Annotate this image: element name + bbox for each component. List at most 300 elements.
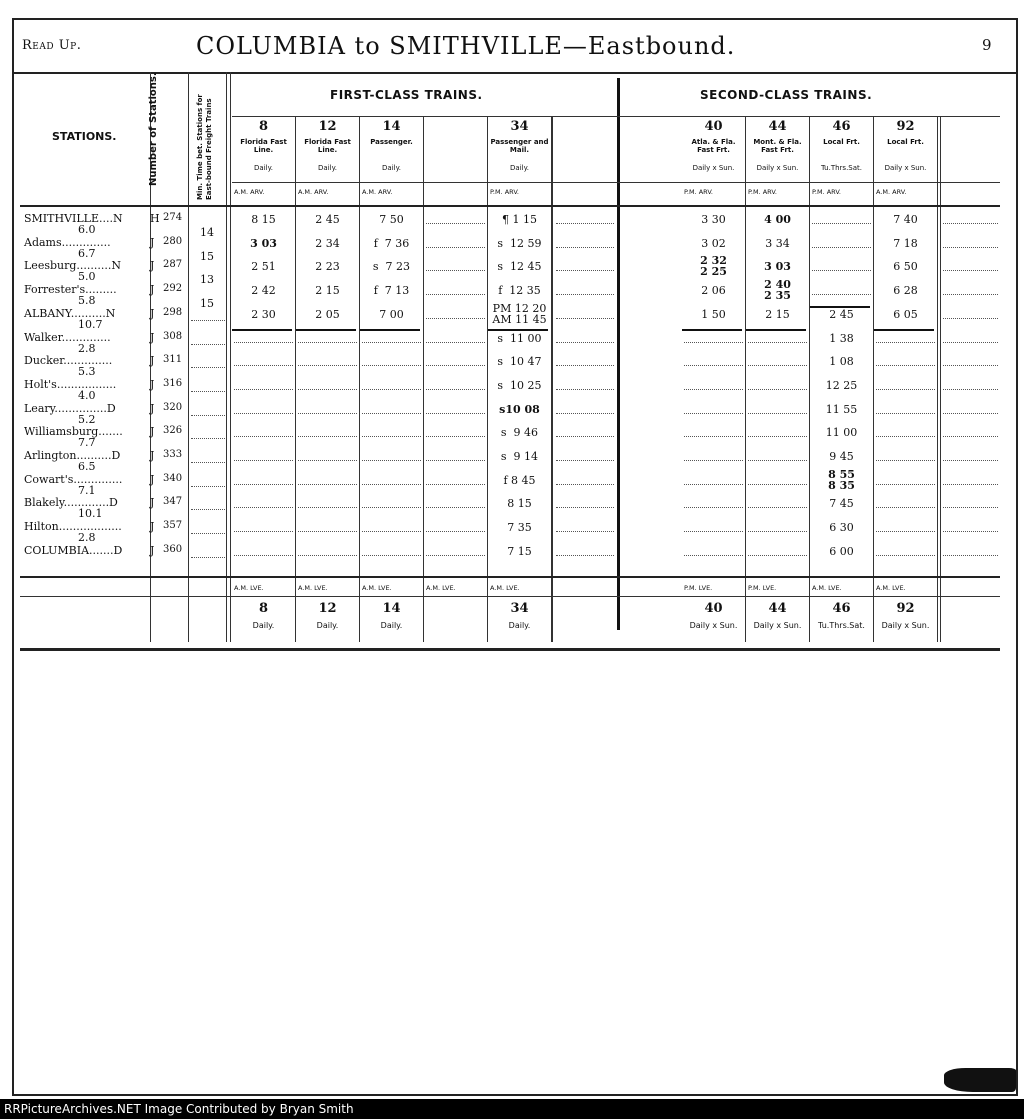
train-footer-number: 8 bbox=[258, 601, 269, 616]
station-number: 347 bbox=[163, 496, 183, 508]
time-leader bbox=[684, 484, 743, 485]
station-code: H bbox=[150, 212, 160, 225]
time-cell: 2 32 2 25 bbox=[700, 254, 727, 279]
train-name: Atla. & Fla. Fast Frt. bbox=[691, 138, 736, 154]
train-bottom-label: A.M. LVE. bbox=[298, 584, 328, 592]
time-cell: 3 30 bbox=[701, 213, 726, 226]
time-cell: 12 25 bbox=[825, 378, 858, 392]
train-days: Daily. bbox=[382, 164, 401, 172]
distance-to-next: 6.0 bbox=[78, 223, 96, 236]
spare-leader bbox=[943, 460, 998, 461]
time-cell: s 10 47 bbox=[497, 355, 542, 369]
spare-leader bbox=[943, 247, 998, 248]
spare-leader bbox=[556, 389, 614, 390]
time-leader bbox=[426, 294, 485, 295]
station-number: 298 bbox=[163, 306, 183, 318]
train-bottom-label: P.M. LVE. bbox=[684, 584, 713, 592]
first-class-rule bbox=[552, 116, 553, 642]
train-footer-number: 46 bbox=[832, 601, 851, 616]
time-leader bbox=[298, 460, 357, 461]
train-footer-number: 34 bbox=[510, 601, 529, 616]
number-of-stations-header: Number of Stations. bbox=[148, 72, 159, 186]
station-number: 292 bbox=[163, 283, 183, 295]
min-time-leader bbox=[191, 415, 225, 416]
time-leader bbox=[234, 507, 293, 508]
time-cell: 2 15 bbox=[765, 307, 790, 321]
time-leader bbox=[748, 342, 807, 343]
station-number: 340 bbox=[163, 472, 183, 484]
spare-leader bbox=[556, 294, 614, 295]
spare-leader bbox=[943, 223, 998, 224]
time-cell: s 12 59 bbox=[497, 236, 542, 250]
time-leader bbox=[362, 389, 421, 390]
time-leader bbox=[876, 460, 935, 461]
min-time-leader bbox=[191, 391, 225, 392]
time-leader bbox=[684, 365, 743, 366]
station-code: J bbox=[150, 306, 155, 320]
time-leader bbox=[298, 555, 357, 556]
time-cell: 2 40 2 35 bbox=[764, 278, 791, 303]
time-leader bbox=[876, 507, 935, 508]
time-leader bbox=[684, 507, 743, 508]
train-number: 14 bbox=[382, 119, 401, 134]
time-cell: 2 34 bbox=[315, 236, 340, 250]
time-leader bbox=[876, 389, 935, 390]
time-cell: 3 34 bbox=[765, 236, 790, 250]
station-code: J bbox=[150, 449, 155, 462]
time-cell: 7 35 bbox=[507, 521, 532, 535]
train-days: Daily. bbox=[510, 164, 529, 172]
train-number: 12 bbox=[318, 119, 337, 134]
min-time: 13 bbox=[200, 273, 214, 287]
time-leader bbox=[748, 365, 807, 366]
header-rule bbox=[232, 116, 1000, 117]
ink-blot bbox=[944, 1068, 1016, 1092]
train-name: Mont. & Fla. Fast Frt. bbox=[753, 138, 802, 154]
time-cell: 2 51 bbox=[251, 260, 276, 274]
time-cell: 8 55 8 35 bbox=[828, 467, 855, 492]
time-leader bbox=[362, 342, 421, 343]
time-leader bbox=[426, 555, 485, 556]
time-cell: 2 06 bbox=[701, 284, 726, 298]
station-code: J bbox=[150, 543, 155, 557]
station-name: SMITHVILLE....N bbox=[24, 212, 123, 225]
train-footer-days: Daily. bbox=[316, 621, 339, 630]
time-leader bbox=[426, 247, 485, 248]
distance-to-next: 2.8 bbox=[78, 341, 96, 355]
spare-leader bbox=[556, 555, 614, 556]
station-number: 311 bbox=[163, 354, 183, 366]
station-name: Ducker.............. bbox=[24, 354, 113, 368]
station-name: Hilton.................. bbox=[24, 520, 122, 534]
station-name: Arlington..........D bbox=[24, 449, 121, 462]
distance-to-next: 2.8 bbox=[78, 531, 96, 545]
train-bottom-label: A.M. LVE. bbox=[490, 584, 520, 592]
station-name: Blakely.............D bbox=[24, 496, 118, 510]
time-cell: 1 50 bbox=[701, 307, 726, 321]
distance-to-next: 7.1 bbox=[78, 483, 96, 497]
time-cell: 7 15 bbox=[507, 544, 532, 558]
station-name: Leesburg..........N bbox=[24, 259, 121, 273]
distance-to-next: 4.0 bbox=[78, 388, 96, 402]
time-leader bbox=[748, 507, 807, 508]
time-cell: f 12 35 bbox=[498, 284, 541, 298]
time-cell: 1 08 bbox=[829, 355, 854, 369]
train-footer-number: 40 bbox=[704, 601, 723, 616]
time-leader bbox=[362, 531, 421, 532]
train-number: 46 bbox=[832, 119, 851, 134]
albany-rule bbox=[682, 329, 742, 331]
time-leader bbox=[876, 531, 935, 532]
time-leader bbox=[298, 507, 357, 508]
spare-leader bbox=[556, 460, 614, 461]
spare-leader bbox=[556, 318, 614, 319]
time-leader bbox=[812, 247, 871, 248]
spare-leader bbox=[943, 555, 998, 556]
min-time-leader bbox=[191, 367, 225, 368]
column-rule bbox=[745, 116, 746, 642]
train-days: Tu.Thrs.Sat. bbox=[820, 164, 863, 172]
time-cell: 8 15 bbox=[251, 213, 276, 226]
train-top-label: A.M. ARV. bbox=[234, 188, 265, 196]
column-rule bbox=[423, 116, 424, 642]
time-leader bbox=[298, 531, 357, 532]
train-bottom-label: A.M. LVE. bbox=[426, 584, 456, 592]
train-bottom-label: P.M. LVE. bbox=[748, 584, 777, 592]
min-time: 14 bbox=[200, 226, 214, 239]
time-cell: 9 45 bbox=[829, 450, 854, 463]
spare-leader bbox=[943, 531, 998, 532]
station-name: Cowart's.............. bbox=[24, 472, 123, 486]
column-rule bbox=[873, 116, 874, 642]
min-time-leader bbox=[191, 509, 225, 510]
station-name: Leary...............D bbox=[24, 401, 116, 415]
train-number: 44 bbox=[768, 119, 787, 134]
train-footer-days: Daily x Sun. bbox=[689, 621, 738, 630]
time-cell: 7 50 bbox=[379, 213, 404, 226]
time-leader bbox=[684, 531, 743, 532]
time-leader bbox=[298, 389, 357, 390]
time-cell: f 7 36 bbox=[373, 236, 410, 250]
time-leader bbox=[876, 484, 935, 485]
time-leader bbox=[426, 342, 485, 343]
column-rule bbox=[230, 72, 231, 642]
time-leader bbox=[748, 531, 807, 532]
spare-leader bbox=[943, 484, 998, 485]
time-cell: 7 45 bbox=[829, 497, 854, 511]
time-leader bbox=[234, 413, 293, 414]
time-leader bbox=[426, 223, 485, 224]
train-footer-days: Daily. bbox=[252, 621, 275, 630]
station-number: 308 bbox=[163, 330, 183, 342]
column-rule bbox=[937, 116, 938, 642]
time-leader bbox=[234, 389, 293, 390]
time-cell: ¶ 1 15 bbox=[502, 213, 537, 226]
station-number: 326 bbox=[163, 425, 183, 437]
train-number: 40 bbox=[704, 119, 723, 134]
station-code: J bbox=[150, 235, 155, 249]
train-top-label: P.M. ARV. bbox=[748, 188, 777, 196]
train-days: Daily x Sun. bbox=[884, 164, 927, 172]
time-cell: s 12 45 bbox=[497, 260, 542, 274]
time-leader bbox=[362, 555, 421, 556]
time-cell: 2 45 bbox=[315, 213, 340, 226]
time-leader bbox=[426, 531, 485, 532]
train-footer-days: Tu.Thrs.Sat. bbox=[818, 621, 865, 630]
train-top-label: A.M. ARV. bbox=[298, 188, 329, 196]
train-days: Daily x Sun. bbox=[692, 164, 735, 172]
time-leader bbox=[812, 223, 871, 224]
table-bottom-rule bbox=[20, 648, 1000, 651]
spare-leader bbox=[556, 270, 614, 271]
time-leader bbox=[812, 294, 871, 295]
train-bottom-label: A.M. LVE. bbox=[876, 584, 906, 592]
time-cell: s 7 23 bbox=[372, 260, 411, 274]
time-leader bbox=[876, 413, 935, 414]
min-time: 15 bbox=[200, 249, 214, 263]
distance-to-next: 5.0 bbox=[78, 270, 96, 284]
image-credit: RRPictureArchives.NET Image Contributed by Bryan Smith bbox=[0, 1099, 1024, 1119]
time-leader bbox=[426, 318, 485, 319]
albany-rule bbox=[874, 329, 934, 331]
time-cell: 2 05 bbox=[315, 307, 340, 321]
spare-leader bbox=[943, 413, 998, 414]
time-leader bbox=[234, 484, 293, 485]
train-top-label: A.M. ARV. bbox=[876, 188, 907, 196]
train-name: Passenger. bbox=[370, 138, 413, 146]
station-code: J bbox=[150, 401, 155, 415]
train-top-label: P.M. ARV. bbox=[684, 188, 713, 196]
time-leader bbox=[298, 365, 357, 366]
time-cell: 6 05 bbox=[893, 307, 918, 321]
time-cell: 8 15 bbox=[507, 497, 532, 511]
train-days: Daily x Sun. bbox=[756, 164, 799, 172]
station-name: ALBANY..........N bbox=[24, 306, 116, 320]
spare-leader bbox=[556, 484, 614, 485]
time-cell: 3 03 bbox=[764, 260, 791, 274]
spare-leader bbox=[943, 436, 998, 437]
time-cell: s10 08 bbox=[499, 402, 540, 416]
train-name: Passenger and Mail. bbox=[490, 138, 549, 154]
column-rule bbox=[295, 116, 296, 642]
time-leader bbox=[426, 507, 485, 508]
albany-rule bbox=[746, 329, 806, 331]
page-title: COLUMBIA to SMITHVILLE—Eastbound. bbox=[196, 32, 736, 60]
station-number: 360 bbox=[163, 543, 183, 555]
distance-to-next: 10.1 bbox=[78, 507, 103, 521]
time-cell: 2 45 bbox=[829, 307, 854, 321]
time-leader bbox=[234, 531, 293, 532]
train-bottom-label: A.M. LVE. bbox=[812, 584, 842, 592]
time-leader bbox=[362, 484, 421, 485]
header-rule bbox=[232, 182, 1000, 183]
train-bottom-label: A.M. LVE. bbox=[362, 584, 392, 592]
station-code: J bbox=[150, 330, 155, 344]
time-leader bbox=[362, 507, 421, 508]
train-name: Local Frt. bbox=[823, 138, 860, 146]
train-footer-number: 14 bbox=[382, 601, 401, 616]
time-leader bbox=[362, 436, 421, 437]
time-leader bbox=[876, 555, 935, 556]
station-code: J bbox=[150, 259, 155, 273]
time-cell: 3 02 bbox=[701, 236, 726, 250]
train-number: 34 bbox=[510, 119, 529, 134]
min-time-leader bbox=[191, 320, 225, 321]
stations-header: STATIONS. bbox=[52, 130, 117, 143]
albany-rule bbox=[232, 329, 292, 331]
column-rule bbox=[226, 72, 227, 642]
station-number: 287 bbox=[163, 259, 183, 271]
min-time-leader bbox=[191, 438, 225, 439]
time-leader bbox=[684, 342, 743, 343]
train-days: Daily. bbox=[254, 164, 273, 172]
time-leader bbox=[426, 270, 485, 271]
train-footer-days: Daily x Sun. bbox=[881, 621, 930, 630]
time-cell: 4 00 bbox=[764, 213, 791, 226]
column-rule bbox=[359, 116, 360, 642]
spare-leader bbox=[556, 223, 614, 224]
time-leader bbox=[298, 413, 357, 414]
second-class-header: SECOND-CLASS TRAINS. bbox=[700, 88, 873, 102]
time-cell: 6 00 bbox=[829, 544, 854, 558]
time-cell: PM 12 20 AM 11 45 bbox=[492, 301, 547, 326]
time-leader bbox=[748, 389, 807, 390]
time-leader bbox=[234, 555, 293, 556]
station-number: 320 bbox=[163, 401, 183, 413]
time-cell: 6 28 bbox=[893, 284, 918, 298]
time-cell: 6 30 bbox=[829, 521, 854, 535]
time-leader bbox=[234, 342, 293, 343]
train-number: 8 bbox=[258, 119, 269, 134]
time-cell: f 7 13 bbox=[373, 284, 410, 298]
train-footer-number: 12 bbox=[318, 601, 337, 616]
station-name: Forrester's......... bbox=[24, 283, 117, 297]
time-leader bbox=[426, 484, 485, 485]
header-rule bbox=[20, 205, 1000, 207]
time-leader bbox=[748, 413, 807, 414]
albany-rule bbox=[360, 329, 420, 331]
time-cell: 2 42 bbox=[251, 284, 276, 298]
station-code: J bbox=[150, 377, 155, 391]
distance-to-next: 7.7 bbox=[78, 436, 96, 450]
station-number: 316 bbox=[163, 377, 183, 389]
train-name: Florida Fast Line. bbox=[240, 138, 287, 154]
time-leader bbox=[876, 342, 935, 343]
train-name: Florida Fast Line. bbox=[304, 138, 351, 154]
time-leader bbox=[298, 436, 357, 437]
train-footer-days: Daily. bbox=[380, 621, 403, 630]
train-days: Daily. bbox=[318, 164, 337, 172]
time-leader bbox=[426, 389, 485, 390]
time-cell: 7 00 bbox=[379, 307, 404, 321]
read-up-label: Read Up. bbox=[22, 38, 82, 53]
page-number: 9 bbox=[982, 36, 992, 54]
time-leader bbox=[362, 365, 421, 366]
spare-leader bbox=[943, 294, 998, 295]
station-code: J bbox=[150, 354, 155, 368]
time-cell: 3 03 bbox=[250, 236, 277, 250]
time-leader bbox=[426, 413, 485, 414]
distance-to-next: 5.8 bbox=[78, 294, 96, 308]
spare-leader bbox=[556, 436, 614, 437]
time-leader bbox=[298, 342, 357, 343]
time-leader bbox=[748, 555, 807, 556]
spare-leader bbox=[943, 342, 998, 343]
first-class-header: FIRST-CLASS TRAINS. bbox=[330, 88, 483, 102]
station-name: Williamsburg....... bbox=[24, 425, 123, 439]
column-rule bbox=[188, 72, 189, 642]
time-leader bbox=[684, 436, 743, 437]
min-time-leader bbox=[191, 533, 225, 534]
station-code: J bbox=[150, 283, 155, 297]
spare-leader bbox=[556, 507, 614, 508]
distance-to-next: 6.7 bbox=[78, 246, 96, 260]
min-time-leader bbox=[191, 462, 225, 463]
train-top-label: P.M. ARV. bbox=[490, 188, 519, 196]
footer-rule bbox=[20, 576, 1000, 578]
time-leader bbox=[362, 413, 421, 414]
station-code: J bbox=[150, 520, 155, 534]
spare-leader bbox=[943, 365, 998, 366]
time-leader bbox=[876, 436, 935, 437]
spare-leader bbox=[943, 507, 998, 508]
spare-leader bbox=[943, 389, 998, 390]
min-time-leader bbox=[191, 486, 225, 487]
time-leader bbox=[748, 436, 807, 437]
time-leader bbox=[684, 460, 743, 461]
albany-rule bbox=[296, 329, 356, 331]
train-bottom-label: A.M. LVE. bbox=[234, 584, 264, 592]
column-rule bbox=[940, 116, 941, 642]
time-leader bbox=[684, 555, 743, 556]
station-code: J bbox=[150, 425, 155, 439]
spare-leader bbox=[556, 531, 614, 532]
time-cell: s 9 14 bbox=[500, 450, 539, 463]
time-leader bbox=[684, 389, 743, 390]
station-number: 357 bbox=[163, 520, 183, 532]
train-name: Local Frt. bbox=[887, 138, 924, 146]
time-cell: 7 18 bbox=[893, 236, 918, 250]
station-number: 274 bbox=[163, 212, 183, 223]
col46-rule bbox=[810, 306, 870, 308]
distance-to-next: 6.5 bbox=[78, 460, 96, 473]
time-leader bbox=[426, 365, 485, 366]
time-leader bbox=[234, 460, 293, 461]
time-leader bbox=[876, 365, 935, 366]
train-footer-days: Daily x Sun. bbox=[753, 621, 802, 630]
spare-leader bbox=[556, 247, 614, 248]
train-footer-days: Daily. bbox=[508, 621, 531, 630]
time-cell: 2 15 bbox=[315, 284, 340, 298]
time-cell: 2 30 bbox=[251, 307, 276, 321]
spare-leader bbox=[556, 413, 614, 414]
albany-rule bbox=[488, 329, 548, 331]
time-leader bbox=[234, 365, 293, 366]
time-cell: 2 23 bbox=[315, 260, 340, 274]
distance-to-next: 5.2 bbox=[78, 412, 96, 426]
time-leader bbox=[362, 460, 421, 461]
footer-rule bbox=[20, 596, 1000, 597]
time-leader bbox=[748, 460, 807, 461]
spare-leader bbox=[556, 342, 614, 343]
min-time-leader bbox=[191, 344, 225, 345]
station-code: J bbox=[150, 472, 155, 486]
distance-to-next: 10.7 bbox=[78, 317, 103, 331]
train-top-label: P.M. ARV. bbox=[812, 188, 841, 196]
station-name: Holt's................. bbox=[24, 377, 117, 391]
time-cell: 6 50 bbox=[893, 260, 918, 274]
station-number: 333 bbox=[163, 449, 183, 460]
